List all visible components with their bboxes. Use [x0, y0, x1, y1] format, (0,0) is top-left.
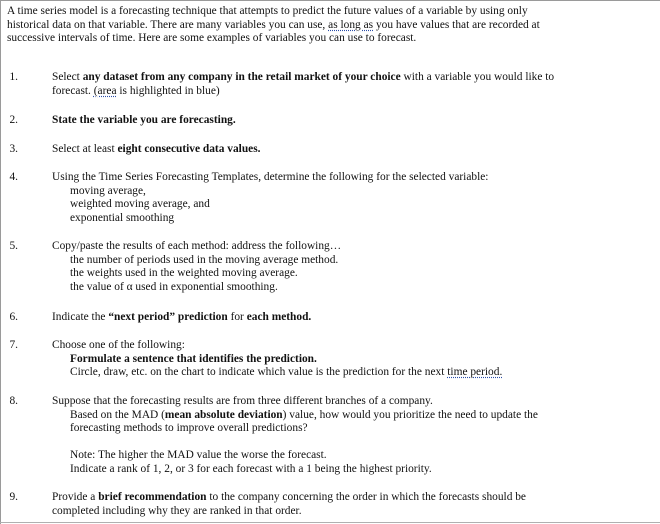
list-item-4: 4. Using the Time Series Forecasting Templates, determine the following for the selected variable: moving average, weighted moving average, and exponential smoothing	[52, 171, 642, 225]
item-number: 8.	[9, 395, 18, 407]
sub-item: Circle, draw, etc. on the chart to indicate which value is the prediction for the next time period.	[70, 366, 503, 379]
sub-item: the number of periods used in the moving average method.	[70, 253, 339, 266]
list-item-5: 5. Copy/paste the results of each method: address the following… the number of periods used in the moving average method. the weights used in the weighted moving average. the value of α used in exponential smoothing.	[52, 240, 642, 294]
note-line: Note: The higher the MAD value the worse the forecast.	[70, 449, 327, 462]
item-number: 7.	[9, 339, 18, 351]
list-item-7: 7. Choose one of the following: Formulate a sentence that identifies the prediction. Circle, draw, etc. on the chart to indicate which value is the prediction for the next time period.	[52, 339, 642, 380]
intro-line: successive intervals of time. Here are some examples of variables you can use to forecast.	[7, 32, 417, 45]
list-item-6: 6. Indicate the “next period” prediction for each method.	[52, 311, 642, 325]
intro-line: A time series model is a forecasting technique that attempts to predict the future values of a variable by using only	[7, 5, 528, 17]
sub-item: Formulate a sentence that identifies the prediction.	[70, 352, 317, 365]
spelling-flag: as long as	[328, 18, 374, 31]
item-number: 6.	[9, 311, 18, 323]
sub-item: the weights used in the weighted moving average.	[70, 267, 298, 280]
sub-item: moving average,	[70, 184, 146, 197]
sub-item: the value of α used in exponential smoothing.	[70, 280, 278, 293]
sub-item: forecasting methods to improve overall predictions?	[70, 422, 308, 435]
spelling-flag: time period.	[447, 366, 503, 379]
sub-item: Based on the MAD (mean absolute deviation) value, how would you prioritize the need to update the	[70, 408, 538, 421]
intro-line: historical data on that variable. There are many variables you can use, as long as you have values that are recorded at	[7, 18, 540, 31]
item-number: 1.	[9, 71, 18, 83]
list-item-8: 8. Suppose that the forecasting results are from three different branches of a company. Based on the MAD (mean absolute deviation) value, how would you prioritize the need to update the forecasting methods to improve overall predictions? Note: The higher the MAD value the worse the forecast. Indicate a rank of 1, 2, or 3 for each forecast with a 1 being the highest priority.	[52, 395, 642, 477]
item-number: 2.	[9, 114, 18, 126]
item-number: 3.	[9, 143, 18, 155]
item-number: 9.	[9, 491, 18, 503]
list-item-1: 1. Select any dataset from any company in the retail market of your choice with a variable you would like to forecast. (area is highlighted in blue)	[52, 71, 642, 98]
page-border-bottom	[0, 522, 660, 523]
intro-paragraph	[7, 5, 647, 46]
item-number: 4.	[9, 171, 18, 183]
page-border-left	[0, 0, 1, 524]
sub-item: weighted moving average, and	[70, 198, 210, 211]
sub-item: exponential smoothing	[70, 211, 175, 224]
item-number: 5.	[9, 240, 18, 252]
list-item-9: 9. Provide a brief recommendation to the company concerning the order in which the forecasts should be completed including why they are ranked in that order.	[52, 491, 642, 518]
spelling-flag: (area	[93, 84, 117, 97]
list-item-2: 2. State the variable you are forecasting.	[52, 114, 642, 128]
note-line: Indicate a rank of 1, 2, or 3 for each forecast with a 1 being the highest priority.	[70, 462, 432, 475]
page-border-top	[0, 0, 660, 1]
list-item-3: 3. Select at least eight consecutive data values.	[52, 143, 642, 157]
